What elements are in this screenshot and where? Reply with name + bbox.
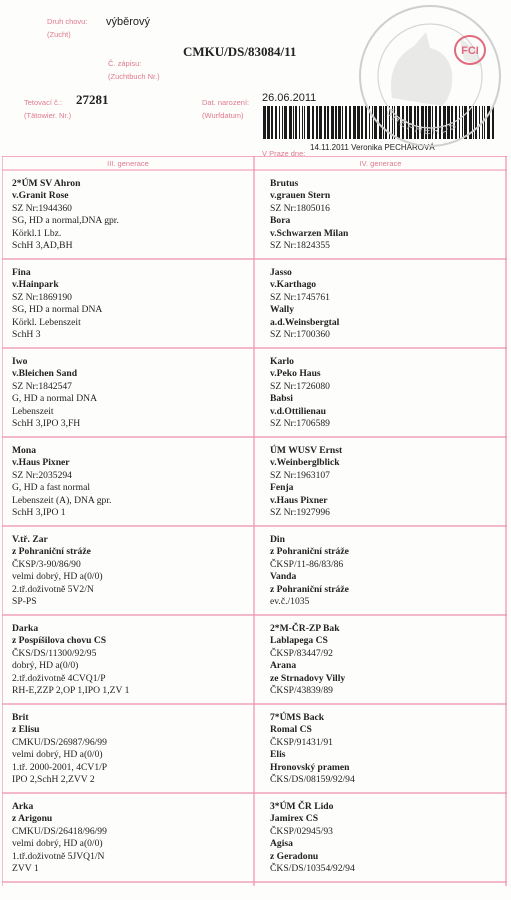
stamp-lettering: SHEPHERDS	[383, 106, 460, 138]
tattoo-number: 27281	[76, 92, 109, 107]
kennel-name: v.Granit Rose	[12, 190, 69, 202]
barcode-bar	[338, 106, 341, 139]
dam-name: Elis	[270, 749, 286, 761]
titles-exams: SchH 3,IPO 3,FH	[12, 418, 81, 430]
gen4-pair-8	[270, 801, 355, 875]
breeding-class: 1.tř.doživotně 5JVQ1/N	[12, 850, 105, 862]
club-stamp	[356, 2, 504, 150]
barcode-bar	[271, 106, 273, 139]
sire-name: Din	[270, 534, 285, 545]
barcode-bar	[295, 106, 297, 139]
titles-exams: RH-E,ZZP 2,OP 1,IPO 1,ZV 1	[12, 685, 130, 697]
dam-registration: SZ Nr:1927996	[270, 507, 330, 519]
issued-date-signature: 14.11.2011 Veronika PECHAROVÁ	[310, 143, 435, 152]
kennel-name: v.Haus Pixner	[12, 457, 70, 469]
breeding-class: Lebenszeit (A), DNA gpr.	[12, 494, 112, 506]
ancestor-name: Mona	[12, 445, 36, 456]
barcode-bar	[327, 106, 329, 139]
registration-number: CMKU/DS/26418/96/99	[12, 825, 107, 837]
breeding-class: Körkl. Lebenszeit	[12, 316, 81, 328]
dam-name: Agisa	[270, 838, 293, 850]
dam-kennel: ze Strnadovy Villy	[270, 672, 346, 684]
ancestor-name: 2*ÚM SV Ahron	[12, 178, 81, 189]
rating-health: G, HD a normal DNA	[12, 393, 97, 405]
dam-registration: ČKS/DS/08159/92/94	[270, 774, 355, 786]
breed-line-label-de: (Zucht)	[47, 30, 71, 39]
sire-name: ÚM WUSV Ernst	[270, 445, 343, 456]
birth-date-value: 26.06.2011	[262, 92, 317, 104]
sire-name: 7*ÚMS Back	[270, 712, 325, 723]
rating-health: velmi dobrý, HD a(0/0)	[12, 838, 103, 850]
sire-registration: SZ Nr:1963107	[270, 469, 330, 481]
barcode-bar	[267, 106, 270, 139]
issued-label: V Praze dne:	[262, 149, 306, 158]
barcode-bar	[293, 106, 294, 139]
dam-registration: ČKS/DS/10354/92/94	[270, 863, 355, 875]
sire-registration: ČKSP/02945/93	[270, 825, 333, 837]
barcode-bar	[316, 106, 318, 139]
breed-line-value: výběrový	[106, 16, 151, 28]
sire-name: Brutus	[270, 178, 299, 189]
sire-kennel: v.Peko Haus	[270, 368, 321, 380]
dam-kennel: Hronovský pramen	[270, 761, 350, 773]
barcode-bar	[319, 106, 322, 139]
dam-registration: SZ Nr:1700360	[270, 329, 330, 341]
registration-number: SZ Nr:1869190	[12, 291, 72, 303]
registration-number: SZ Nr:1842547	[12, 380, 72, 392]
registration-number: ČKS/DS/11300/92/95	[12, 647, 97, 659]
dam-registration: SZ Nr:1706589	[270, 418, 330, 430]
gen4-pair-3	[270, 356, 330, 430]
gen4-pair-4	[270, 445, 342, 519]
rating-health: G, HD a fast normal	[12, 482, 91, 494]
dam-name: Fenja	[270, 482, 294, 494]
tattoo-label: Tetovací č.:	[24, 98, 62, 107]
barcode-bar	[263, 106, 266, 139]
ancestor-name: V.tř. Zar	[12, 534, 48, 545]
barcode-bar	[312, 106, 314, 139]
kennel-name: v.Bleichen Sand	[12, 368, 78, 380]
barcode-bar	[289, 106, 292, 139]
breeding-class: Körkl.1 Lbz.	[12, 227, 62, 239]
birth-date-label: Dat. narození:	[202, 98, 250, 107]
studbook-label-de: (Zuchtbuch Nr.)	[108, 72, 160, 81]
barcode-bar	[275, 106, 277, 139]
gen4-pair-7	[270, 712, 355, 786]
gen4-pair-6	[270, 623, 345, 697]
barcode-bar	[284, 106, 287, 139]
sire-registration: ČKSP/91431/91	[270, 736, 333, 748]
titles-exams: SchH 3	[12, 329, 41, 341]
gen3-ancestor-5	[12, 534, 103, 608]
dam-kennel: v.Haus Pixner	[270, 494, 328, 506]
fourth-generation-heading: IV. generace	[359, 159, 402, 168]
sire-kennel: v.Weinberglblick	[270, 457, 340, 469]
sire-registration: ČKSP/11-86/83/86	[270, 558, 344, 570]
sire-kennel: z Pohraniční stráže	[270, 546, 349, 558]
breeding-class: 2.tř.doživotně 4CVQ1/P	[12, 672, 106, 684]
registration-number: SZ Nr:1944360	[12, 202, 72, 214]
dam-kennel: v.Schwarzen Milan	[270, 227, 349, 239]
barcode-bar	[345, 106, 347, 139]
rating-health: velmi dobrý, HD a(0/0)	[12, 749, 103, 761]
svg-text:SHEPHERDS	[384, 107, 460, 137]
gen3-ancestor-1	[12, 178, 119, 252]
breed-line-label: Druh chovu:	[47, 17, 88, 26]
sire-registration: SZ Nr:1726080	[270, 380, 330, 392]
registration-number: CMKU/DS/26987/96/99	[12, 736, 107, 748]
dam-kennel: z Geradonu	[270, 850, 319, 862]
gen4-pair-2	[270, 267, 339, 341]
titles-exams: SchH 3,AD,BH	[12, 240, 73, 252]
dam-registration: ČKSP/43839/89	[270, 685, 333, 697]
sire-kennel: v.Karthago	[270, 279, 317, 291]
sire-kennel: Lablapega CS	[270, 635, 328, 647]
dam-registration: SZ Nr:1824355	[270, 240, 330, 252]
barcode-bar	[342, 106, 343, 139]
sire-kennel: Jamirex CS	[270, 813, 319, 825]
studbook-number: CMKU/DS/83084/11	[183, 44, 297, 59]
dam-kennel: a.d.Weinsbergtal	[270, 316, 340, 328]
gen3-ancestor-6	[12, 623, 129, 697]
dam-name: Bora	[270, 215, 291, 227]
titles-exams: IPO 2,SchH 2,ZVV 2	[12, 774, 95, 786]
titles-exams: SP-PS	[12, 596, 37, 608]
ancestor-name: Brit	[12, 712, 29, 723]
sire-name: Jasso	[270, 267, 292, 278]
barcode-bar	[304, 106, 305, 139]
dam-name: Wally	[270, 304, 294, 316]
studbook-label: Č. zápisu:	[108, 59, 142, 68]
kennel-name: v.Hainpark	[12, 279, 59, 291]
gen3-ancestor-7	[12, 712, 107, 786]
sire-kennel: v.grauen Stern	[270, 190, 331, 202]
fci-logo: FCI	[461, 45, 479, 57]
sire-registration: ČKSP/83447/92	[270, 647, 333, 659]
dog-head-emblem	[391, 32, 452, 106]
registration-number: ČKSP/3-90/86/90	[12, 558, 81, 570]
ancestor-name: Fina	[12, 267, 31, 278]
barcode-bar	[299, 106, 300, 139]
dam-name: Arana	[270, 660, 297, 672]
barcode-bar	[324, 106, 326, 139]
breeding-class: 2.tř.doživotně 5V2/N	[12, 583, 94, 595]
sire-kennel: Romal CS	[270, 724, 312, 736]
tattoo-label-de: (Tätowier. Nr.)	[24, 111, 72, 120]
kennel-name: z Arigonu	[12, 813, 53, 825]
gen3-ancestor-4	[12, 445, 111, 519]
gen3-ancestor-3	[12, 356, 97, 430]
barcode-bar	[282, 106, 283, 139]
breeding-class: 1.tř. 2000-2001, 4CV1/P	[12, 761, 108, 773]
barcode-bar	[335, 106, 337, 139]
sire-name: Karlo	[270, 356, 294, 367]
dam-kennel: v.d.Ottilienau	[270, 405, 326, 417]
ancestor-name: Darka	[12, 623, 39, 634]
rating-health: SG, HD a normal,DNA gpr.	[12, 215, 119, 227]
rating-health: SG, HD a normal DNA	[12, 304, 103, 316]
barcode-bar	[331, 106, 334, 139]
rating-health: dobrý, HD a(0/0)	[12, 660, 79, 672]
sire-name: 2*M-ČR-ZP Bak	[270, 623, 340, 634]
breeding-class: Lebenszeit	[12, 405, 54, 417]
gen4-pair-5	[270, 534, 349, 608]
gen3-ancestor-2	[12, 267, 102, 341]
kennel-name: z Elisu	[12, 724, 40, 736]
rating-health: velmi dobrý, HD a(0/0)	[12, 571, 103, 583]
ancestor-name: Iwo	[12, 356, 28, 367]
gen4-pair-1	[270, 178, 348, 252]
barcode-bar	[307, 106, 310, 139]
dam-name: Vanda	[270, 571, 297, 583]
kennel-name: z Pohraniční stráže	[12, 546, 91, 558]
barcode-bar	[279, 106, 280, 139]
birth-date-label-de: (Wurfdatum)	[202, 111, 244, 120]
barcode-bar	[302, 106, 303, 139]
ancestor-name: Arka	[12, 801, 34, 812]
sire-registration: SZ Nr:1805016	[270, 202, 330, 214]
dam-kennel: z Pohraniční stráže	[270, 583, 349, 595]
registration-number: SZ Nr:2035294	[12, 469, 72, 481]
gen3-ancestor-8	[12, 801, 107, 875]
sire-registration: SZ Nr:1745761	[270, 291, 330, 303]
dam-name: Babsi	[270, 393, 293, 405]
titles-exams: SchH 3,IPO 1	[12, 507, 66, 519]
kennel-name: z Pospíšilova chovu CS	[12, 635, 107, 647]
sire-name: 3*ÚM ČR Lido	[270, 801, 334, 812]
third-generation-heading: III. generace	[107, 159, 149, 168]
titles-exams: ZVV 1	[12, 863, 39, 875]
dam-registration: ev.č./1035	[270, 596, 310, 608]
barcode-bar	[349, 106, 351, 139]
